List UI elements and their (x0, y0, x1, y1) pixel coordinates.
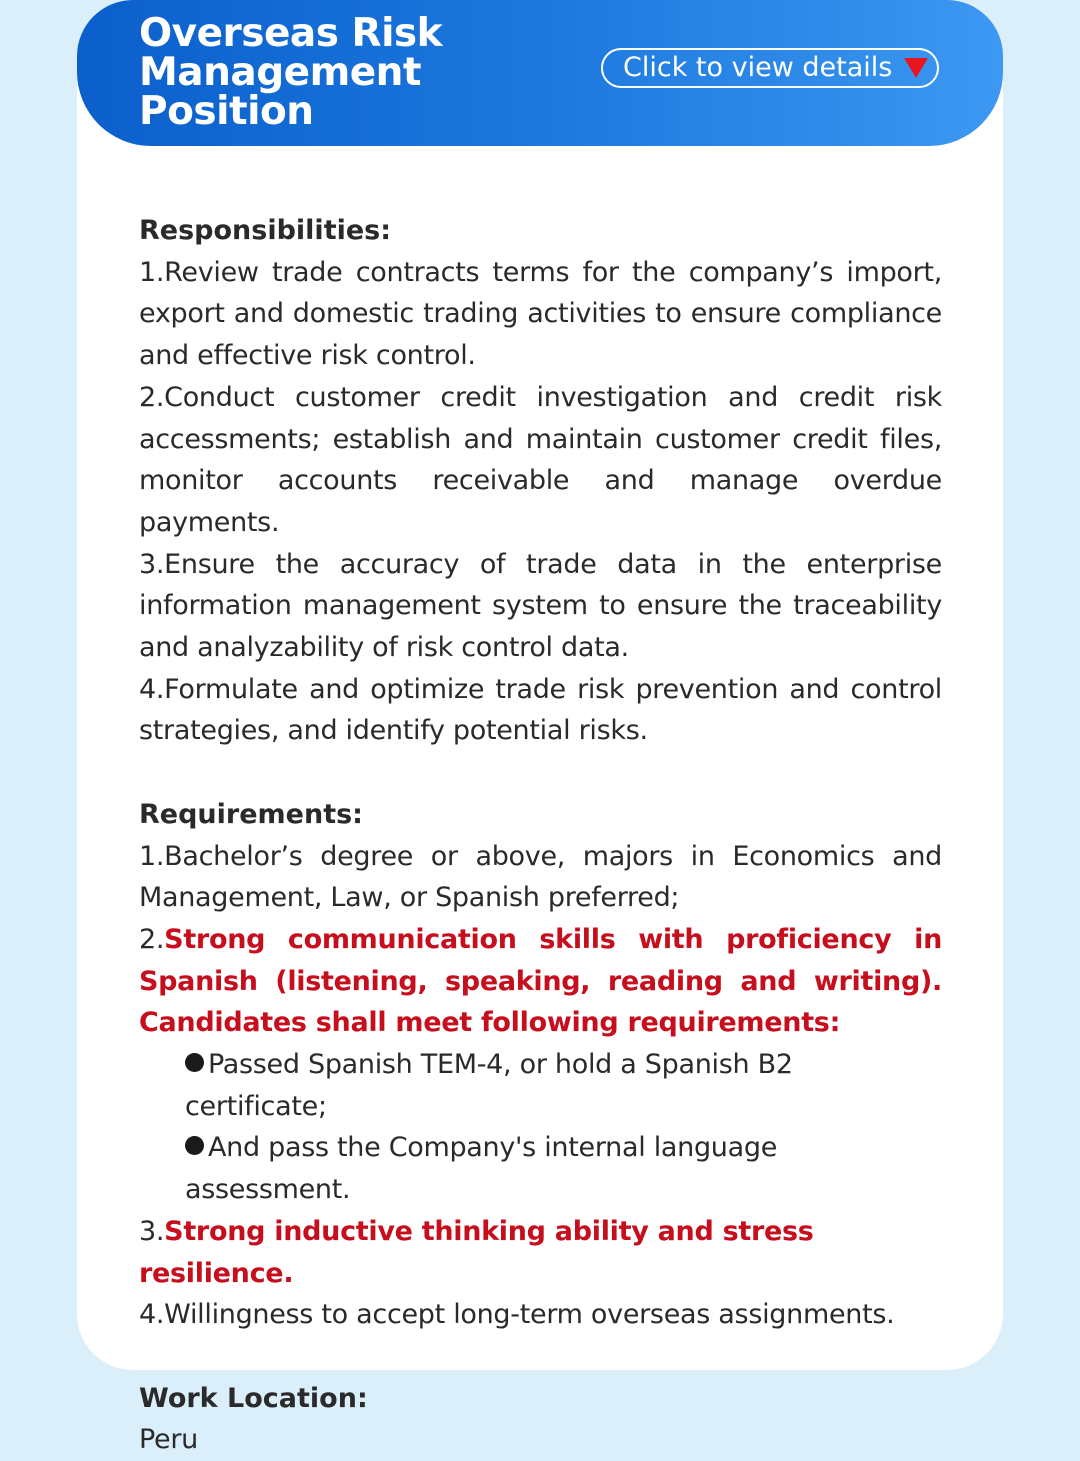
triangle-down-icon (904, 58, 928, 78)
requirement-item-highlight (139, 919, 942, 1044)
section-spacer (139, 752, 942, 794)
requirements-heading: Requirements: (139, 798, 363, 830)
requirement-number: 3. (139, 1215, 165, 1247)
responsibility-item: 1.Review trade contracts terms for the company’s import, export and domestic trading activities to ensure compliance and effective risk control. (139, 256, 942, 372)
job-card (77, 0, 1003, 1456)
requirement-bullet (139, 1044, 942, 1127)
card-header (77, 0, 1003, 146)
requirement-bullet (139, 1127, 942, 1210)
view-details-label: Click to view details (623, 52, 893, 83)
page-title: Overseas Risk Management Position (139, 11, 443, 134)
requirement-highlight-text: Strong communication skills with proficiency in Spanish (listening, speaking, reading and writing). Candidates shall meet following requirements: (139, 923, 942, 1039)
responsibility-item: 3.Ensure the accuracy of trade data in the enterprise information management system to ensure the traceability and analyzability of risk control data. (139, 548, 942, 664)
work-location-value: Peru (139, 1424, 198, 1456)
requirement-item: 4.Willingness to accept long-term overseas assignments. (139, 1299, 895, 1331)
responsibilities-heading: Responsibilities: (139, 215, 392, 246)
responsibility-item: 2.Conduct customer credit investigation and credit risk accessments; establish and maintain customer credit files, monitor accounts receivable and manage overdue payments. (139, 381, 942, 538)
requirement-item-highlight (139, 1211, 942, 1294)
requirement-number: 2. (139, 923, 165, 955)
section-spacer (139, 1336, 942, 1378)
requirement-highlight-text: Strong inductive thinking ability and stress resilience. (139, 1215, 814, 1289)
view-details-button[interactable] (601, 48, 939, 88)
bullet-text: Passed Spanish TEM-4, or hold a Spanish B2 certificate; (185, 1049, 793, 1122)
job-description (139, 210, 942, 1461)
responsibility-item: 4.Formulate and optimize trade risk prevention and control strategies, and identify potential risks. (139, 673, 942, 747)
bullet-dot-icon (185, 1136, 204, 1155)
bullet-dot-icon (185, 1053, 204, 1072)
work-location-heading: Work Location: (139, 1382, 368, 1414)
bullet-text: And pass the Company's internal language assessment. (185, 1132, 778, 1206)
requirement-item: 1.Bachelor’s degree or above, majors in Economics and Management, Law, or Spanish preferred; (139, 840, 942, 914)
